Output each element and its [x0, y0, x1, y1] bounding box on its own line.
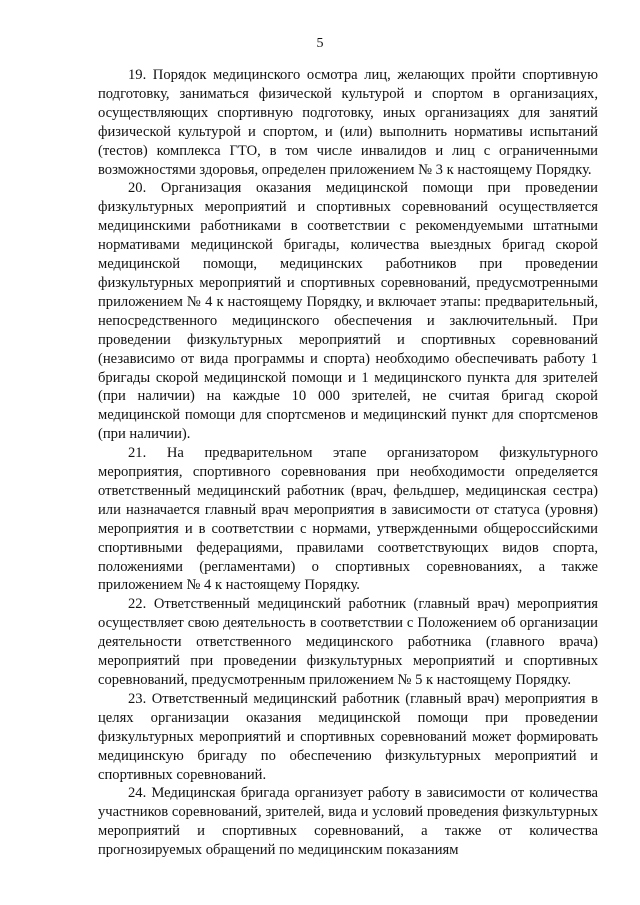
paragraph-24: 24. Медицинская бригада организует работу в зависимости от количества участников соревнований, зрителей, вида и условий проведения физкультурных мероприятий и спортивных соревнований, а также от количества прогнозируемых обращений по медицинским показаниям [98, 785, 598, 859]
document-body [98, 66, 598, 860]
paragraph-21: 21. На предварительном этапе организатором физкультурного мероприятия, спортивного соревнования при необходимости определяется ответственный медицинский работник (врач, фельдшер, медицинская сестра) или назначается главный врач мероприятия в зависимости от статуса (уровня) мероприятия и в соответствии с нормами, утвержденными общероссийскими спортивными федерациями, правилами соответствующих видов спорта, положениями (регламентами) о спортивных соревнованиях, а также приложением № 4 к настоящему Порядку. [98, 445, 598, 594]
page-number: 5 [316, 36, 324, 51]
paragraph-22: 22. Ответственный медицинский работник (главный врач) мероприятия осуществляет свою деятельность в соответствии с Положением об организации деятельности ответственного медицинского работника (главного врача) мероприятий при проведении физкультурных мероприятий и спортивных соревнований, предусмотренным приложением № 5 к настоящему Порядку. [98, 596, 598, 688]
paragraph-23: 23. Ответственный медицинский работник (главный врач) мероприятия в целях организации оказания медицинской помощи при проведении физкультурных мероприятий и спортивных соревнований может формировать медицинскую бригаду по обеспечению физкультурных мероприятий и спортивных соревнований. [98, 690, 598, 783]
paragraph-19: 19. Порядок медицинского осмотра лиц, желающих пройти спортивную подготовку, заниматься физической культурой и спортом в организациях, осуществляющих спортивную подготовку, иных организациях для занятий физической культурой и спортом, и (или) выполнить нормативы испытаний (тестов) комплекса ГТО, в том числе инвалидов и лиц с ограниченными возможностями здоровья, определен приложением № 3 к настоящему Порядку. [98, 67, 598, 178]
paragraph-20: 20. Организация оказания медицинской помощи при проведении физкультурных мероприятий и спортивных соревнований осуществляется медицинскими работниками в соответствии с рекомендуемыми штатными нормативами медицинской бригады, количества выездных бригад скорой медицинской помощи, медицинских работников при проведении физкультурных мероприятий и спортивных соревнований, предусмотренными приложением № 4 к настоящему Порядку, и включает этапы: предварительный, непосредственного медицинского обеспечения и заключительный. При проведении физкультурных мероприятий и спортивных соревнований (независимо от вида программы и спорта) необходимо обеспечивать работу 1 бригады скорой медицинской помощи и 1 медицинского пункта для зрителей (при наличии) на каждые 10 000 зрителей, не считая бригад скорой медицинской помощи для спортсменов и медицинский пункт для спортсменов (при наличии). [98, 180, 598, 443]
